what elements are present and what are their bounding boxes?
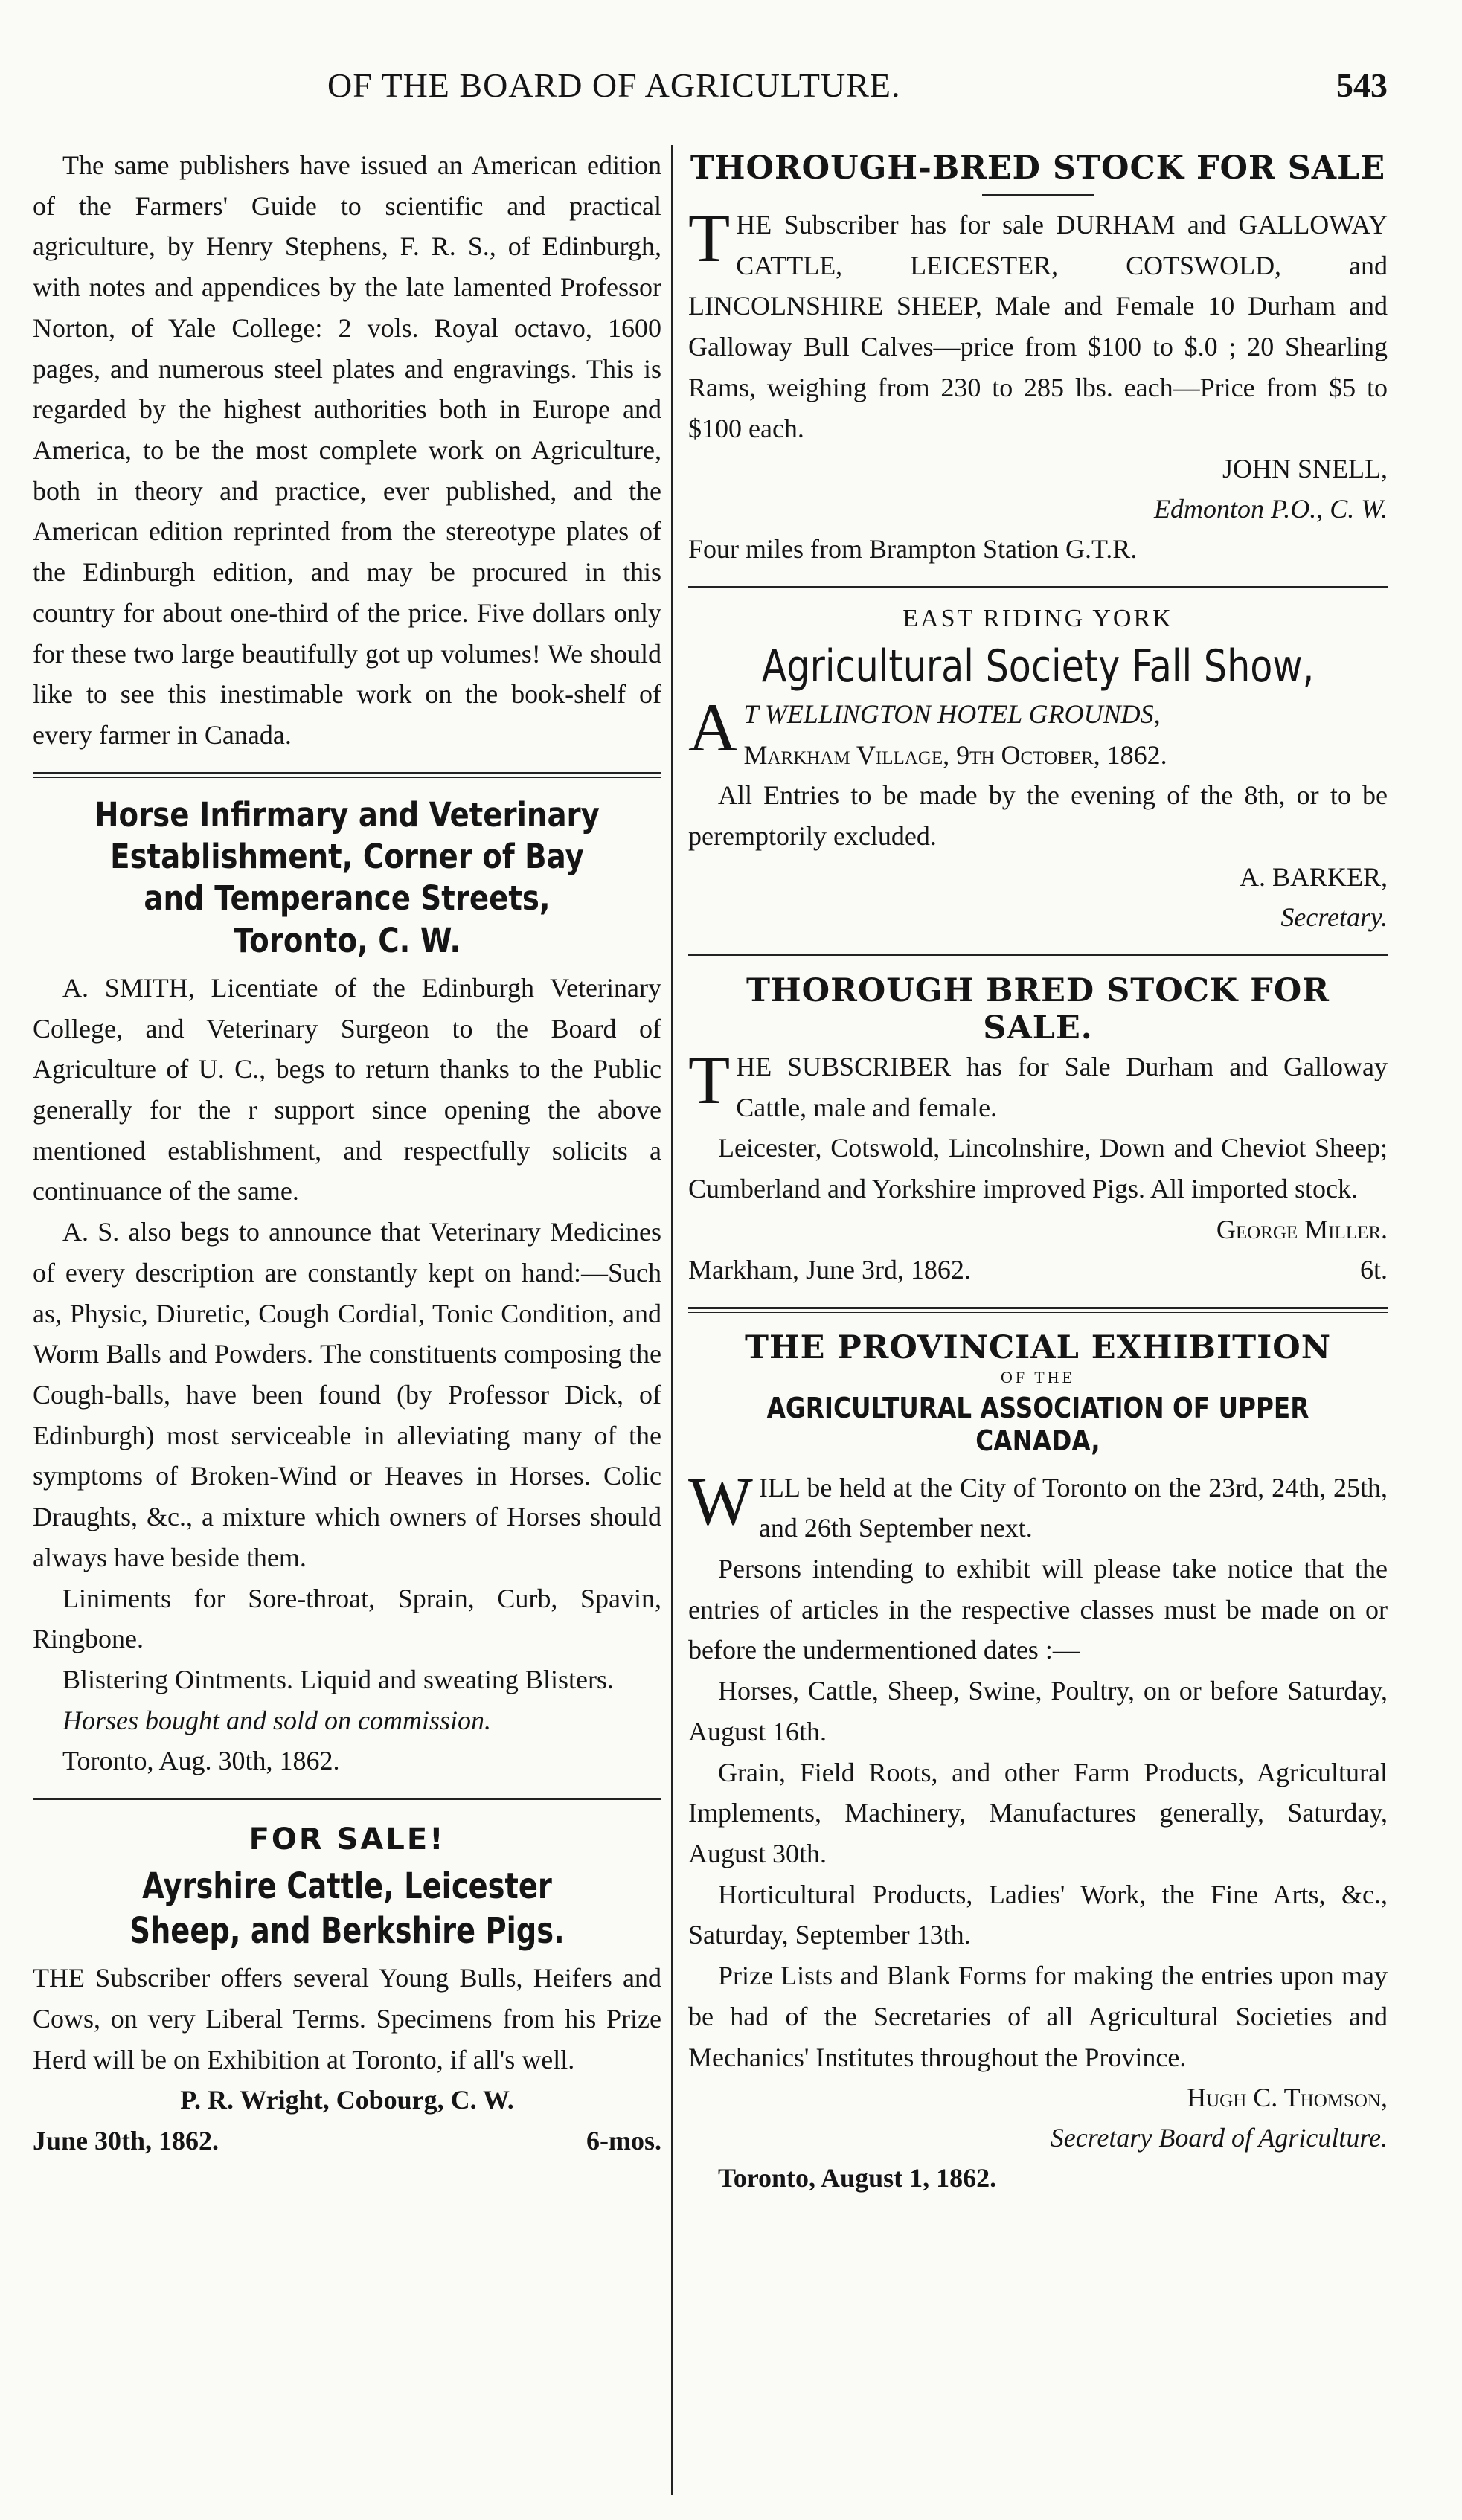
- exhibition-of-the: OF THE: [1001, 1367, 1075, 1386]
- section-divider: [688, 586, 1388, 588]
- exhibition-association: AGRICULTURAL ASSOCIATION OF UPPER CANADA,: [766, 1391, 1309, 1457]
- column-divider: [671, 145, 673, 2495]
- snell-advert: [688, 150, 1388, 570]
- farmers-guide-notice: The same publishers have issued an American edition of the Farmers' Guide to scientific and practical agriculture, by Henry Stephens, F. R. S., of Edinburgh, with notes and appendices by the late lamented Professor Norton, of Yale College: 2 vols. Royal octavo, 1600 pages, and numerous steel plates and engravings. This is regarded by the highest authorities both in Europe and America, to be the most complete work on Agriculture, both in theory and practice, ever published, and the American edition reprinted from the stereotype plates of the Edinburgh edition, and may be procured in this country for about one-third of the price. Five dollars only for these two large beautifully got up volumes! We should like to see this inestimable work on the book-shelf of every farmer in Canada.: [33, 150, 661, 750]
- miller-date: Markham, June 3rd, 1862.: [688, 1254, 971, 1285]
- exhibition-paragraph-3: Horses, Cattle, Sheep, Swine, Poultry, on or before Saturday, August 16th.: [688, 1676, 1388, 1746]
- snell-body: HE Subscriber has for sale DURHAM and GALLOWAY CATTLE, LEICESTER, COTSWOLD, and LINCOLNSHIRE SHEEP, Male and Female 10 Durham and Galloway Bull Calves—price from $100 to $.0 ; 20 Shearling Rams, weighing from 230 to 285 lbs. each—Price from $5 to $100 each.: [688, 210, 1388, 443]
- york-paragraph: All Entries to be made by the evening of the 8th, or to be peremptorily excluded.: [688, 780, 1388, 852]
- snell-note: Four miles from Brampton Station G.T.R.: [688, 534, 1138, 565]
- for-sale-signer: P. R. Wright, Cobourg, C. W.: [180, 2085, 514, 2115]
- running-title: OF THE BOARD OF AGRICULTURE.: [327, 66, 901, 104]
- for-sale-term: 6-mos.: [586, 2126, 661, 2156]
- miller-paragraph-2: Leicester, Cotswold, Lincolnshire, Down and Cheviot Sheep; Cumberland and Yorkshire improved Pigs. All imported stock.: [688, 1133, 1388, 1204]
- exhibition-paragraph-4: Grain, Field Roots, and other Farm Products, Agricultural Implements, Machinery, Manufactures generally, Saturday, August 30th.: [688, 1757, 1388, 1868]
- york-venue: T WELLINGTON HOTEL GROUNDS,: [743, 699, 1161, 730]
- exhibition-name: Hugh C. Thomson,: [1187, 2083, 1388, 2113]
- miller-advert: [688, 972, 1388, 1290]
- infirmary-advert: [33, 794, 661, 1781]
- section-divider: [33, 772, 661, 778]
- exhibition-paragraph-6: Prize Lists and Blank Forms for making the entries upon may be had of the Secretaries of all Agricultural Societies and Mechanics' Institutes throughout the Province.: [688, 1961, 1388, 2072]
- for-sale-heading: FOR SALE!: [249, 1822, 446, 1857]
- exhibition-date: Toronto, August 1, 1862.: [718, 2163, 997, 2193]
- for-sale-advert: [33, 1822, 661, 2161]
- york-date: Markham Village, 9th October, 1862.: [743, 739, 1167, 770]
- infirmary-paragraph-5: Horses bought and sold on commission.: [62, 1705, 492, 1735]
- miller-term: 6t.: [1359, 1254, 1388, 1285]
- snell-heading: THOROUGH-BRED STOCK FOR SALE: [690, 150, 1386, 187]
- snell-place: Edmonton P.O., C. W.: [1153, 494, 1388, 524]
- exhibition-heading: THE PROVINCIAL EXHIBITION: [744, 1328, 1332, 1366]
- york-subtitle: Agricultural Society Fall Show,: [761, 640, 1315, 693]
- for-sale-paragraph: THE Subscriber offers several Young Bulls, Heifers and Cows, on very Liberal Terms. Specimens from his Prize Herd will be on Exhibition at Toronto, if all's well.: [33, 1963, 661, 2074]
- infirmary-paragraph-2: A. S. also begs to announce that Veterinary Medicines of every description are constantly kept on hand:—Such as, Physic, Diuretic, Cough Cordial, Tonic Condition, and Worm Balls and Powders. The constituents composing the Cough-balls, have been found (by Professor Dick, of Edinburgh) most serviceable in alleviating many of the symptoms of Broken-Wind or Heaves in Horses. Colic Draughts, &c., a mixture which owners of Horses should always have beside them.: [33, 1217, 661, 1572]
- snell-name: JOHN SNELL,: [1222, 454, 1388, 484]
- infirmary-paragraph-1: A. SMITH, Licentiate of the Edinburgh Veterinary College, and Veterinary Surgeon to the Board of Agriculture of U. C., begs to return thanks to the Public generally for the r support since opening the above mentioned establishment, and respectfully solicits a continuance of the same.: [33, 972, 661, 1206]
- page-number: 543: [1336, 66, 1388, 104]
- infirmary-heading: Horse Infirmary and Veterinary Establishment, Corner of Bay and Temperance Streets, Toronto, C. W.: [94, 794, 600, 960]
- york-advert: [688, 605, 1388, 937]
- drop-cap: A: [688, 690, 738, 766]
- section-divider: [688, 1307, 1388, 1313]
- heading-rule: [982, 194, 1094, 196]
- exhibition-paragraph-1: ILL be held at the City of Toronto on the 23rd, 24th, 25th, and 26th September next.: [758, 1472, 1388, 1543]
- york-role: Secretary.: [1280, 901, 1388, 932]
- infirmary-paragraph-3: Liniments for Sore-throat, Sprain, Curb, Spavin, Ringbone.: [33, 1583, 661, 1654]
- infirmary-paragraph-4: Blistering Ointments. Liquid and sweating Blisters.: [62, 1665, 614, 1694]
- exhibition-advert: [688, 1329, 1388, 2199]
- section-divider: [688, 954, 1388, 956]
- york-title: EAST RIDING YORK: [902, 605, 1173, 633]
- drop-cap: T: [688, 1041, 731, 1118]
- left-column: [33, 145, 661, 2490]
- for-sale-subheading: Ayrshire Cattle, Leicester Sheep, and Berkshire Pigs.: [129, 1865, 565, 1952]
- miller-paragraph-1: HE SUBSCRIBER has for Sale Durham and Galloway Cattle, male and female.: [736, 1051, 1388, 1122]
- for-sale-date: June 30th, 1862.: [33, 2126, 219, 2156]
- exhibition-role: Secretary Board of Agriculture.: [1050, 2123, 1388, 2153]
- infirmary-date: Toronto, Aug. 30th, 1862.: [62, 1746, 340, 1776]
- miller-name: George Miller.: [1216, 1214, 1388, 1244]
- drop-cap: T: [688, 200, 731, 276]
- right-column: [688, 145, 1388, 2490]
- exhibition-paragraph-5: Horticultural Products, Ladies' Work, the Fine Arts, &c., Saturday, September 13th.: [688, 1879, 1388, 1950]
- page-header: [0, 65, 1462, 118]
- drop-cap: W: [688, 1462, 753, 1539]
- york-name: A. BARKER,: [1239, 861, 1388, 892]
- section-divider: [33, 1798, 661, 1800]
- exhibition-paragraph-2: Persons intending to exhibit will please take notice that the entries of articles in the respective classes must be made on or before the undermentioned dates :—: [688, 1553, 1388, 1665]
- miller-heading: THOROUGH BRED STOCK FOR SALE.: [746, 971, 1330, 1047]
